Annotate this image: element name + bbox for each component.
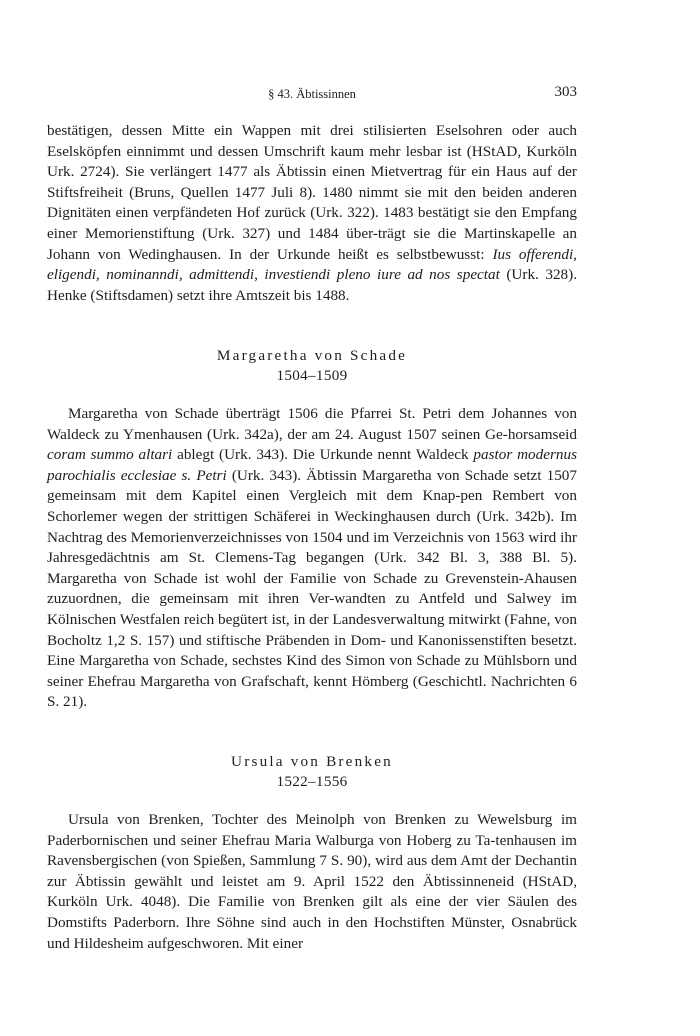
paragraph-text: bestätigen, dessen Mitte ein Wappen mit drei stilisierten Eselsohren oder auch Eselsköpfen einnimmt und dessen Umschrift kaum mehr lesbar ist (HStAD, Kurköln Urk. 2724). Sie verlängert 1477 als Äbtissin einen Mietvertrag für ein Haus auf der Stiftsfreiheit (Bruns, Quellen 1477 Juli 8). 1480 nimmt sie mit den beiden anderen Dignitäten einen verpfändeten Hof zurück (Urk. 322). 1483 bestätigt sie den Empfang einer Memorienstiftung (Urk. 327) und 1484 über-trägt sie die Martinskapelle an Johann von Wedinghausen. In der Urkunde heißt es selbstbewusst: [47,122,577,263]
abbess-name: Ursula von Brenken [231,753,393,770]
page-number: 303 [554,84,577,100]
running-head [47,84,577,104]
section-heading-brenken [47,752,577,792]
paragraph-text: ablegt (Urk. 343). Die Urkunde nennt Waldeck [172,446,474,464]
latin-phrase: coram summo altari [47,446,173,464]
latin-phrase: pastor modernus parochialis ecclesiae s. Petri [47,446,577,484]
abbess-tenure: 1522–1556 [276,773,348,790]
brenken-paragraph [47,810,577,954]
paragraph-text: (Urk. 343). Äbtissin Margaretha von Schade setzt 1507 gemeinsam mit dem Kapitel einen Vergleich mit dem Knap-pen Rembert von Schorlemer wegen der strittigen Schäferei in Weckinghausen durch (Urk. 342b). Im Nachtrag des Memorienverzeichnisses von 1504 und im Verzeichnis von 1563 wird ihr Jahresgedächtnis am St. Clemens-Tag begangen (Urk. 342 Bl. 3, 388 Bl. 5). Margaretha von Schade ist wohl der Familie von Schade zu Grevenstein-Ahausen zuzuordnen, die gemeinsam mit ihren Ver-wandten zu Antfeld und Salwey im Kölnischen Westfalen reich begütert ist, in der Landesverwaltung mitwirkt (Fahne, von Bocholtz 1,2 S. 157) und stiftische Präbenden in Dom- und Kanonissenstiften besetzt. Eine Margaretha von Schade, sechstes Kind des Simon von Schade zu Mühlsborn und seiner Ehefrau Margaretha von Grafschaft, kennt Hömberg (Geschichtl. Nachrichten 6 S. 21). [47,466,577,711]
abbess-tenure: 1504–1509 [276,367,348,384]
section-heading-schade [47,346,577,386]
continued-paragraph [47,121,577,306]
abbess-name: Margaretha von Schade [216,347,408,364]
running-title: § 43. Äbtissinnen [268,87,356,101]
schade-paragraph [47,404,577,713]
paragraph-text: (Urk. 328). Henke (Stiftsdamen) setzt ihre Amtszeit bis 1488. [47,266,577,304]
paragraph-text: Ursula von Brenken, Tochter des Meinolph von Brenken zu Wewelsburg im Paderbornischen und seiner Ehefrau Maria Walburga von Hoberg zu Ta-tenhausen im Ravensbergischen (von Spießen, Sammlung 7 S. 90), wird aus dem Amt der Dechantin zur Äbtissin gewählt und leistet am 9. April 1522 den Äbtissinneneid (HStAD, Kurköln Urk. 4048). Die Familie von Brenken gilt als eine der vier Säulen des Domstifts Paderborn. Ihre Söhne sind auch in den Hochstiften Münster, Osnabrück und Hildesheim aufgeschworen. Mit einer [47,811,577,952]
latin-quote: Ius offerendi, eligendi, nominanndi, admittendi, investiendi pleno iure ad nos spectat [47,245,577,284]
paragraph-text: Margaretha von Schade überträgt 1506 die Pfarrei St. Petri dem Johannes von Waldeck zu Ymenhausen (Urk. 342a), der am 24. August 1507 seinen Ge-horsamseid [47,405,577,443]
